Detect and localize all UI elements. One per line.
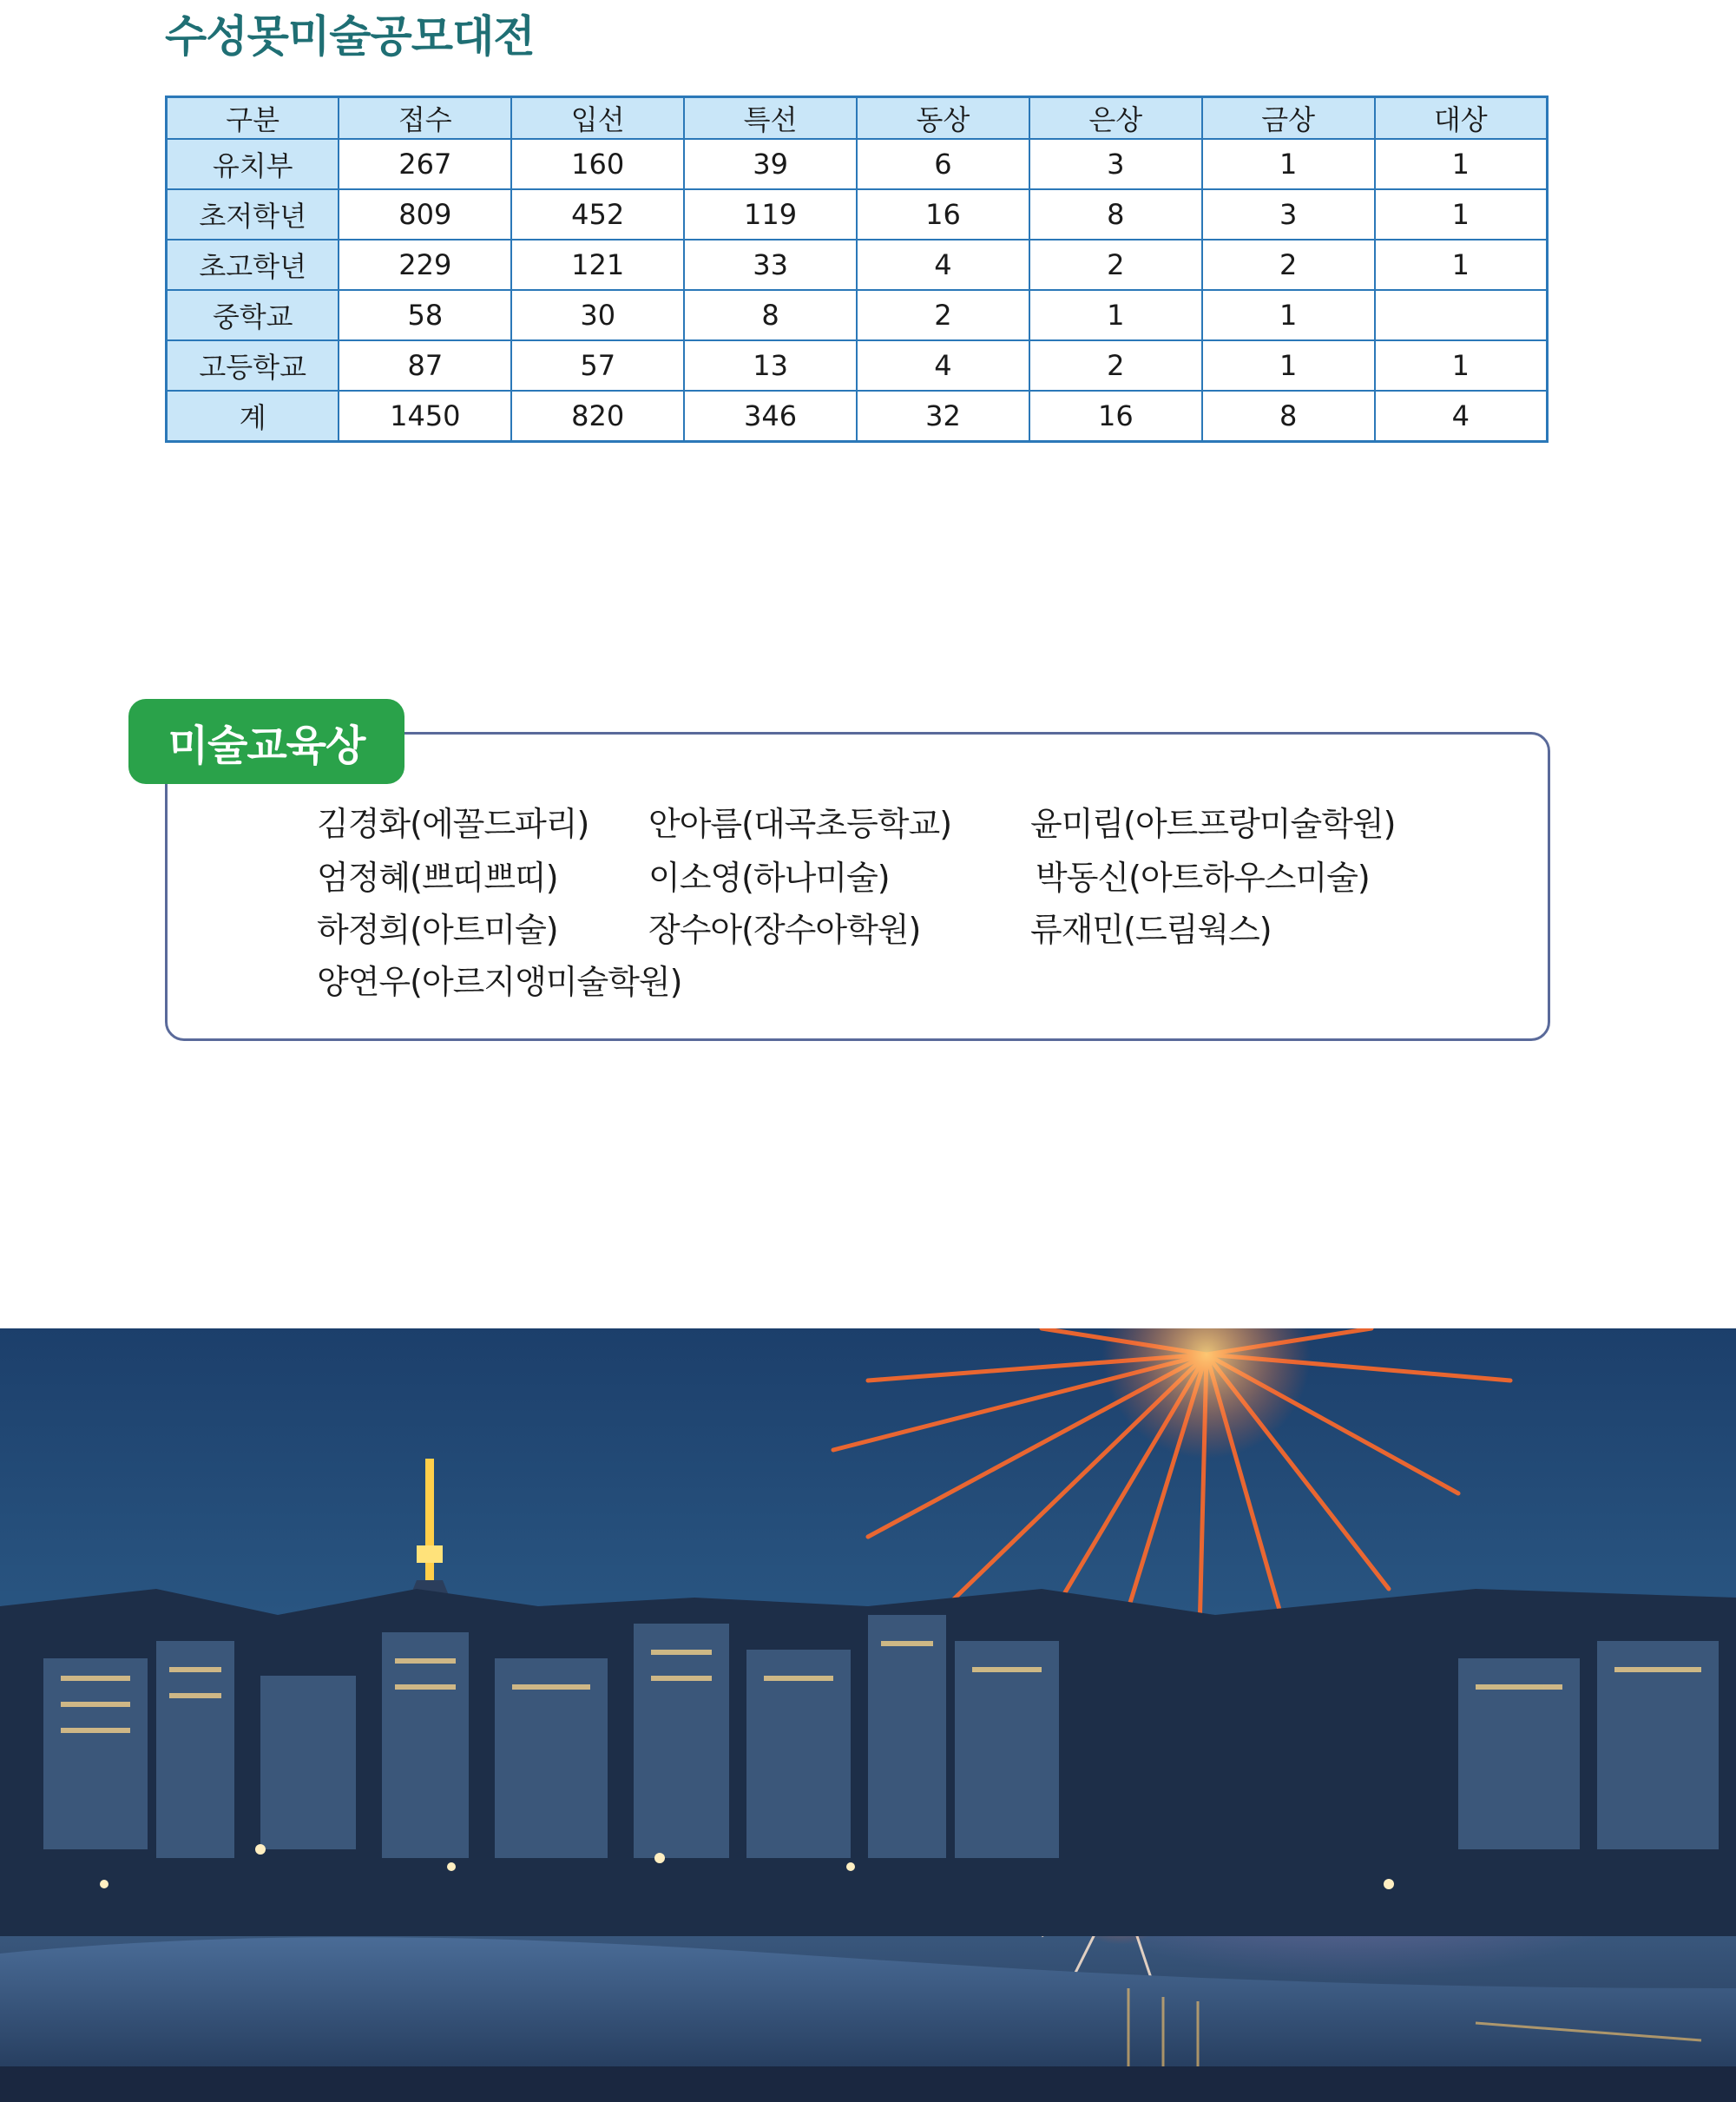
table-cell: 1 [1202, 340, 1375, 391]
table-cell: 346 [684, 391, 857, 442]
column-header: 동상 [857, 97, 1029, 140]
table-cell: 8 [1029, 189, 1202, 240]
education-award-title: 미술교육상 [128, 699, 404, 784]
table-cell: 267 [339, 139, 511, 189]
table-cell: 16 [1029, 391, 1202, 442]
award-name: 박동신(아트하우스미술) [1036, 859, 1370, 897]
column-header: 특선 [684, 97, 857, 140]
award-name: 윤미림(아트프랑미술학원) [1030, 805, 1396, 843]
table-cell: 4 [1375, 391, 1548, 442]
table-cell: 6 [857, 139, 1029, 189]
table-cell: 1450 [339, 391, 511, 442]
column-header: 금상 [1202, 97, 1375, 140]
column-header: 구분 [167, 97, 339, 140]
table-cell: 1 [1375, 240, 1548, 290]
award-name: 엄정혜(쁘띠쁘띠) [317, 859, 558, 897]
row-label: 중학교 [167, 290, 339, 340]
table-cell: 229 [339, 240, 511, 290]
table-cell: 2 [1029, 240, 1202, 290]
table-cell: 820 [511, 391, 684, 442]
table-row [167, 139, 1548, 189]
contest-results-table [165, 96, 1549, 443]
table-cell: 2 [1029, 340, 1202, 391]
row-label: 유치부 [167, 139, 339, 189]
award-name: 이소영(하나미술) [648, 859, 890, 897]
contest-title: 수성못미술공모대전 [165, 11, 535, 62]
table-cell: 8 [684, 290, 857, 340]
table-cell: 2 [1202, 240, 1375, 290]
table-cell [1375, 290, 1548, 340]
column-header: 접수 [339, 97, 511, 140]
table-cell: 4 [857, 340, 1029, 391]
table-cell: 8 [1202, 391, 1375, 442]
award-name: 안아름(대곡초등학교) [648, 805, 952, 843]
award-name: 양연우(아르지앵미술학원) [317, 963, 682, 1001]
table-cell: 1 [1202, 139, 1375, 189]
night-fireworks-photo [0, 1328, 1736, 2102]
table-cell: 452 [511, 189, 684, 240]
column-header: 은상 [1029, 97, 1202, 140]
table-cell: 32 [857, 391, 1029, 442]
table-cell: 1 [1202, 290, 1375, 340]
table-cell: 121 [511, 240, 684, 290]
fireworks-cityscape-illustration [0, 1328, 1736, 2102]
table-cell: 3 [1202, 189, 1375, 240]
table-cell: 4 [857, 240, 1029, 290]
table-cell: 30 [511, 290, 684, 340]
table-header-row [167, 97, 1548, 140]
table-cell: 57 [511, 340, 684, 391]
table-row [167, 189, 1548, 240]
table-cell: 3 [1029, 139, 1202, 189]
table-row [167, 240, 1548, 290]
table-cell: 1 [1375, 340, 1548, 391]
table-row [167, 290, 1548, 340]
row-label: 초고학년 [167, 240, 339, 290]
column-header: 입선 [511, 97, 684, 140]
table-cell: 119 [684, 189, 857, 240]
table-cell: 39 [684, 139, 857, 189]
table-cell: 1 [1375, 189, 1548, 240]
award-name: 김경화(에꼴드파리) [317, 805, 589, 843]
award-name: 하정희(아트미술) [317, 911, 558, 949]
table-cell: 33 [684, 240, 857, 290]
row-label: 고등학교 [167, 340, 339, 391]
award-name: 류재민(드림웍스) [1030, 911, 1272, 949]
table-cell: 1 [1029, 290, 1202, 340]
row-label: 계 [167, 391, 339, 442]
table-cell: 2 [857, 290, 1029, 340]
row-label: 초저학년 [167, 189, 339, 240]
table-cell: 809 [339, 189, 511, 240]
table-cell: 13 [684, 340, 857, 391]
table-cell: 160 [511, 139, 684, 189]
table-cell: 16 [857, 189, 1029, 240]
table-cell: 1 [1375, 139, 1548, 189]
table-row-total [167, 391, 1548, 442]
table-cell: 87 [339, 340, 511, 391]
table-row [167, 340, 1548, 391]
column-header: 대상 [1375, 97, 1548, 140]
award-name: 장수아(장수아학원) [648, 911, 921, 949]
table-cell: 58 [339, 290, 511, 340]
